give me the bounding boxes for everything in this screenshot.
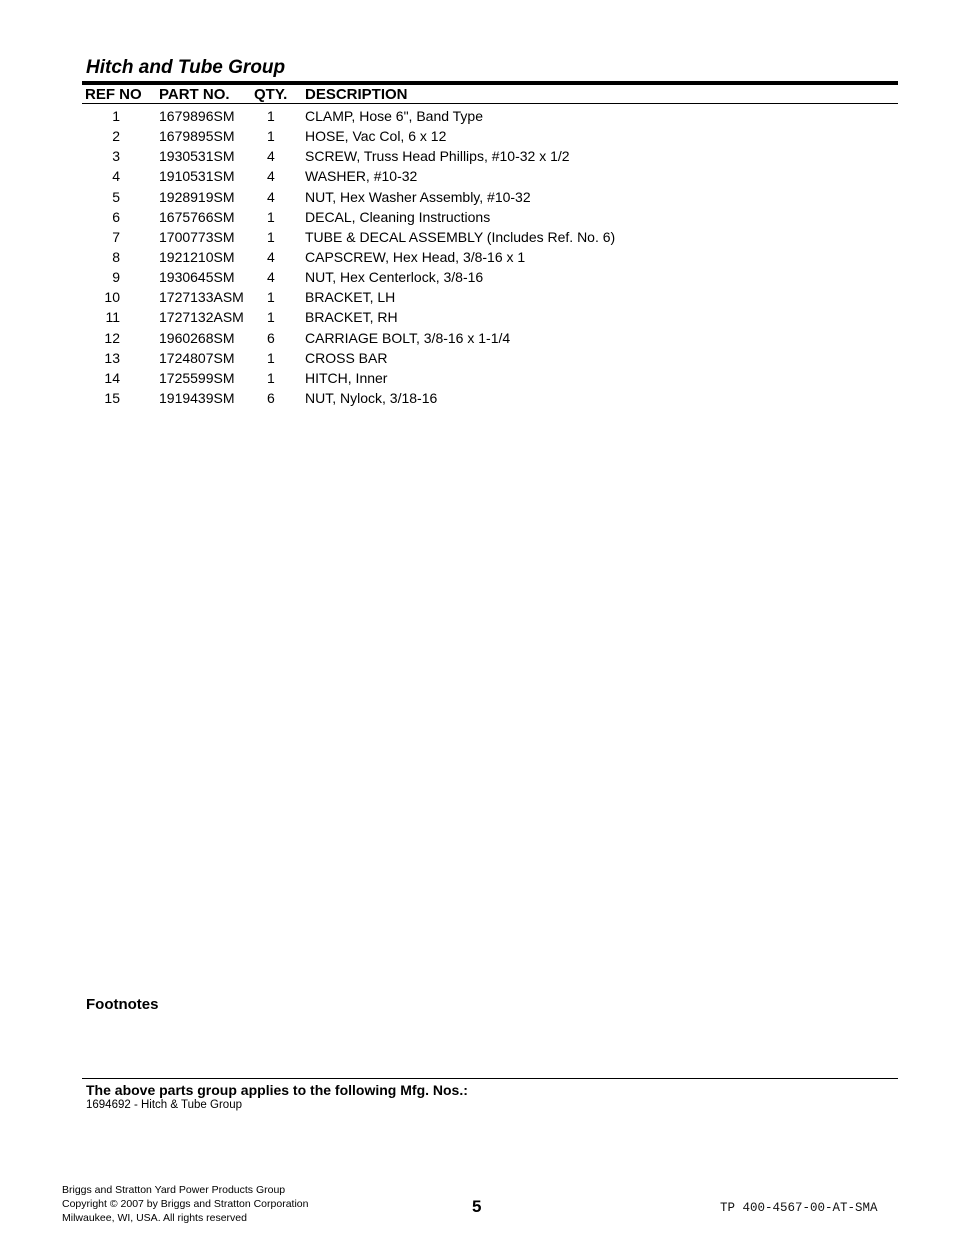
table-row — [82, 229, 898, 249]
cell-qty: 1 — [267, 289, 275, 306]
cell-description: HITCH, Inner — [305, 369, 388, 386]
document-code: TP 400-4567-00-AT-SMA — [720, 1201, 878, 1215]
cell-description: NUT, Hex Centerlock, 3/8-16 — [305, 269, 484, 286]
cell-part-no: 1679895SM — [159, 128, 235, 145]
cell-qty: 1 — [267, 208, 275, 225]
cell-description: SCREW, Truss Head Phillips, #10-32 x 1/2 — [305, 148, 570, 165]
table-row — [82, 168, 898, 188]
table-row — [82, 350, 898, 370]
cell-description: NUT, Hex Washer Assembly, #10-32 — [305, 188, 531, 205]
cell-qty: 1 — [267, 228, 275, 245]
mfg-heading: The above parts group applies to the following Mfg. Nos.: — [86, 1082, 468, 1098]
cell-qty: 4 — [267, 248, 275, 265]
cell-part-no: 1910531SM — [159, 168, 235, 185]
header-qty: QTY. — [254, 86, 288, 103]
header-ref-no: REF NO — [85, 86, 142, 103]
cell-qty: 1 — [267, 349, 275, 366]
cell-description: CARRIAGE BOLT, 3/8-16 x 1-1/4 — [305, 329, 511, 346]
cell-qty: 4 — [267, 168, 275, 185]
cell-ref-no: 9 — [112, 269, 120, 286]
table-row — [82, 108, 898, 128]
cell-qty: 1 — [267, 309, 275, 326]
cell-ref-no: 15 — [104, 389, 120, 406]
cell-part-no: 1700773SM — [159, 228, 235, 245]
cell-part-no: 1960268SM — [159, 329, 235, 346]
footnotes-heading: Footnotes — [86, 996, 159, 1013]
table-row — [82, 249, 898, 269]
cell-ref-no: 13 — [104, 349, 120, 366]
table-row — [82, 269, 898, 289]
table-row — [82, 370, 898, 390]
table-row — [82, 309, 898, 329]
mfg-item: 1694692 - Hitch & Tube Group — [86, 1099, 242, 1111]
cell-ref-no: 12 — [104, 329, 120, 346]
parts-table-body — [82, 108, 898, 410]
table-row — [82, 128, 898, 148]
footer-company — [62, 1183, 308, 1225]
cell-description: BRACKET, LH — [305, 289, 396, 306]
cell-ref-no: 2 — [112, 128, 120, 145]
table-row — [82, 390, 898, 410]
cell-part-no: 1725599SM — [159, 369, 235, 386]
cell-qty: 4 — [267, 269, 275, 286]
table-row — [82, 189, 898, 209]
header-rule — [82, 103, 898, 104]
cell-ref-no: 6 — [112, 208, 120, 225]
table-row — [82, 209, 898, 229]
cell-ref-no: 5 — [112, 188, 120, 205]
parts-table-header — [82, 86, 898, 103]
cell-ref-no: 1 — [112, 108, 120, 124]
table-row — [82, 148, 898, 168]
page-title: Hitch and Tube Group — [86, 57, 286, 78]
cell-description: DECAL, Cleaning Instructions — [305, 208, 491, 225]
cell-description: HOSE, Vac Col, 6 x 12 — [305, 128, 447, 145]
cell-description: WASHER, #10-32 — [305, 168, 418, 185]
header-description: DESCRIPTION — [305, 86, 408, 103]
cell-ref-no: 8 — [112, 248, 120, 265]
cell-qty: 6 — [267, 389, 275, 406]
cell-part-no: 1928919SM — [159, 188, 235, 205]
cell-qty: 4 — [267, 188, 275, 205]
page-number: 5 — [472, 1197, 482, 1216]
title-rule — [82, 81, 898, 85]
cell-description: NUT, Nylock, 3/18-16 — [305, 389, 438, 406]
cell-ref-no: 10 — [104, 289, 120, 306]
cell-ref-no: 4 — [112, 168, 120, 185]
cell-ref-no: 14 — [104, 369, 120, 386]
cell-part-no: 1919439SM — [159, 389, 235, 406]
cell-part-no: 1727133ASM — [159, 289, 244, 306]
cell-ref-no: 11 — [105, 309, 120, 326]
cell-description: TUBE & DECAL ASSEMBLY (Includes Ref. No. 6) — [305, 228, 616, 245]
footer-line-2: Copyright © 2007 by Briggs and Stratton Corporation — [62, 1198, 309, 1210]
table-row — [82, 330, 898, 350]
footer-line-1: Briggs and Stratton Yard Power Products Group — [62, 1184, 286, 1196]
cell-qty: 4 — [267, 148, 275, 165]
cell-part-no: 1675766SM — [159, 208, 235, 225]
cell-description: CROSS BAR — [305, 349, 388, 366]
table-row — [82, 289, 898, 309]
cell-qty: 1 — [267, 108, 275, 124]
cell-part-no: 1724807SM — [159, 349, 235, 366]
cell-qty: 1 — [267, 128, 275, 145]
mfg-rule — [82, 1078, 898, 1079]
cell-qty: 6 — [267, 329, 275, 346]
header-part-no: PART NO. — [159, 86, 230, 103]
cell-description: CAPSCREW, Hex Head, 3/8-16 x 1 — [305, 248, 526, 265]
cell-part-no: 1930531SM — [159, 148, 235, 165]
cell-qty: 1 — [267, 369, 275, 386]
cell-ref-no: 3 — [112, 148, 120, 165]
cell-ref-no: 7 — [112, 228, 120, 245]
cell-part-no: 1921210SM — [159, 248, 235, 265]
cell-description: BRACKET, RH — [305, 309, 398, 326]
cell-part-no: 1679896SM — [159, 108, 235, 124]
cell-description: CLAMP, Hose 6", Band Type — [305, 108, 484, 124]
footer-line-3: Milwaukee, WI, USA. All rights reserved — [62, 1212, 247, 1224]
cell-part-no: 1930645SM — [159, 269, 235, 286]
cell-part-no: 1727132ASM — [159, 309, 244, 326]
